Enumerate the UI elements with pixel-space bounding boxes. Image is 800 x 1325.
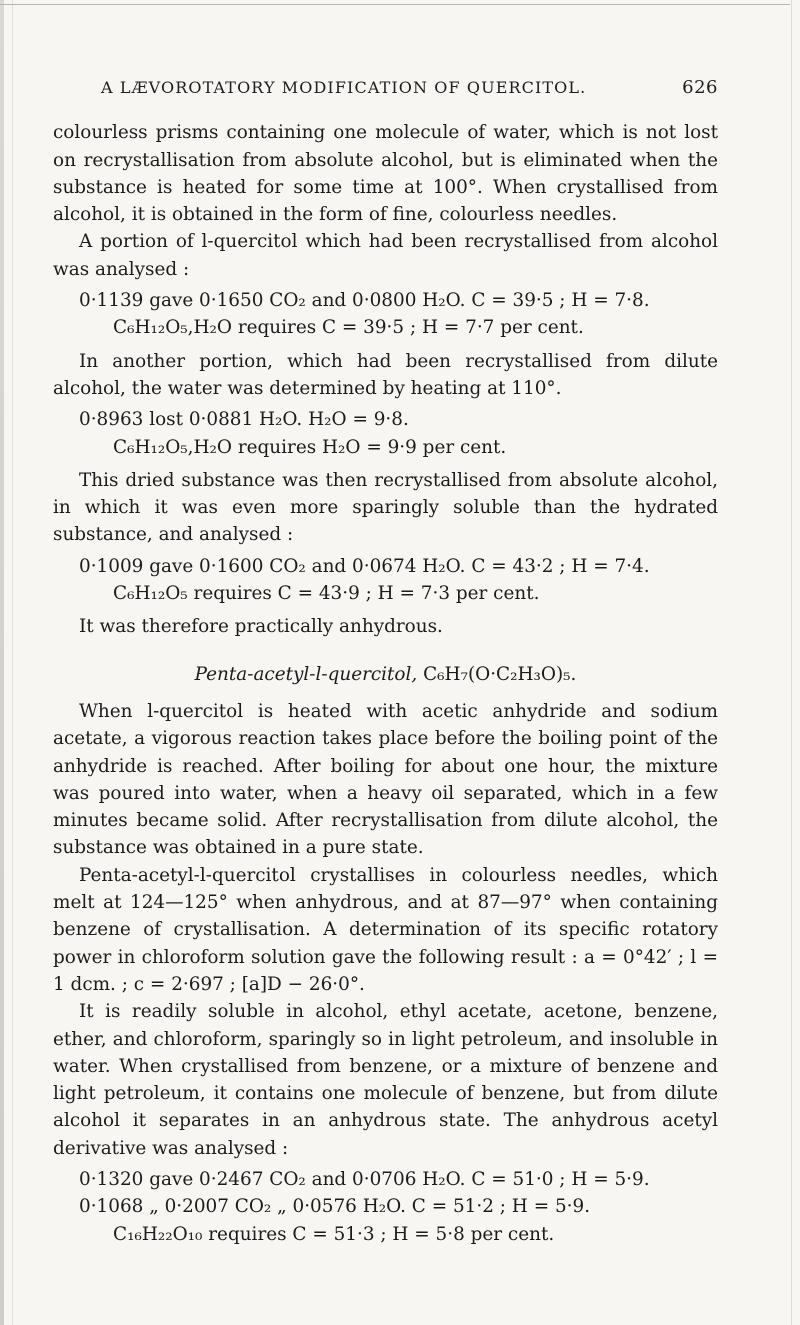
analysis-line: 0·1009 gave 0·1600 CO₂ and 0·0674 H₂O. C = 43·2 ; H = 7·4.	[79, 555, 650, 577]
page-gutter-shadow	[0, 0, 4, 1325]
analysis-block-4	[53, 1166, 718, 1248]
analysis-block-3	[53, 553, 718, 608]
section-heading	[53, 661, 718, 688]
analysis-line: 0·8963 lost 0·0881 H₂O. H₂O = 9·8.	[79, 409, 409, 431]
analysis-line: C₆H₁₂O₅,H₂O requires H₂O = 9·9 per cent.	[113, 436, 507, 458]
paragraph-8: It is readily soluble in alcohol, ethyl acetate, acetone, benzene, ether, and chloroform, sparingly so in light petroleum, and insoluble in water. When crystallised from benzene, or a mixture of benzene and light petroleum, it contains one molecule of benzene, but from dilute alcohol it separates in an anhydrous state. The anhydrous acetyl derivative was analysed :	[53, 1001, 718, 1159]
page-top-rule	[0, 4, 790, 5]
paragraph-7: Penta-acetyl-l-quercitol crystallises in colourless needles, which melt at 124—125° when anhydrous, and at 87—97° when containing benzene of crystallisation. A determination of its specific rotatory power in chloroform solution gave the following result : a = 0°42′ ; l = 1 dcm. ; c = 2·697 ; [a]D − 26·0°.	[53, 864, 718, 995]
analysis-block-1	[53, 287, 718, 342]
section-heading-formula: C₆H₇(O·C₂H₃O)₅.	[417, 663, 577, 685]
running-header	[53, 74, 718, 101]
paragraph-3: In another portion, which had been recrystallised from dilute alcohol, the water was determined by heating at 110°.	[53, 350, 718, 399]
analysis-line: C₆H₁₂O₅,H₂O requires C = 39·5 ; H = 7·7 per cent.	[113, 317, 584, 339]
analysis-line: 0·1139 gave 0·1650 CO₂ and 0·0800 H₂O. C = 39·5 ; H = 7·8.	[79, 290, 650, 312]
analysis-line: 0·1320 gave 0·2467 CO₂ and 0·0706 H₂O. C = 51·0 ; H = 5·9.	[79, 1168, 650, 1190]
analysis-block-2	[53, 406, 718, 461]
paragraph-1: colourless prisms containing one molecule of water, which is not lost on recrystallisation from absolute alcohol, but is eliminated when the substance is heated for some time at 100°. When crystallised from alcohol, it is obtained in the form of fine, colourless needles.	[53, 122, 718, 226]
document-page	[53, 74, 718, 1254]
page-right-edge	[791, 0, 792, 1325]
page-gutter-line	[12, 0, 13, 1325]
analysis-line: C₁₆H₂₂O₁₀ requires C = 51·3 ; H = 5·8 per cent.	[113, 1223, 555, 1245]
analysis-line: 0·1068 „ 0·2007 CO₂ „ 0·0576 H₂O. C = 51·2 ; H = 5·9.	[79, 1196, 591, 1218]
paragraph-2: A portion of l-quercitol which had been recrystallised from alcohol was analysed :	[53, 231, 718, 280]
page-number: 626	[682, 77, 718, 98]
analysis-line: C₆H₁₂O₅ requires C = 43·9 ; H = 7·3 per cent.	[113, 583, 540, 605]
section-heading-name: Penta-acetyl-l-quercitol,	[194, 663, 418, 685]
paragraph-5: It was therefore practically anhydrous.	[79, 616, 443, 638]
running-title: A LÆVOROTATORY MODIFICATION OF QUERCITOL.	[101, 78, 587, 97]
paragraph-6: When l-quercitol is heated with acetic anhydride and sodium acetate, a vigorous reaction takes place before the boiling point of the anhydride is reached. After boiling for about one hour, the mixture was poured into water, when a heavy oil separated, which in a few minutes became solid. After recrystallisation from dilute alcohol, the substance was obtained in a pure state.	[53, 700, 718, 859]
paragraph-4: This dried substance was then recrystallised from absolute alcohol, in which it was even more sparingly soluble than the hydrated substance, and analysed :	[53, 469, 718, 546]
